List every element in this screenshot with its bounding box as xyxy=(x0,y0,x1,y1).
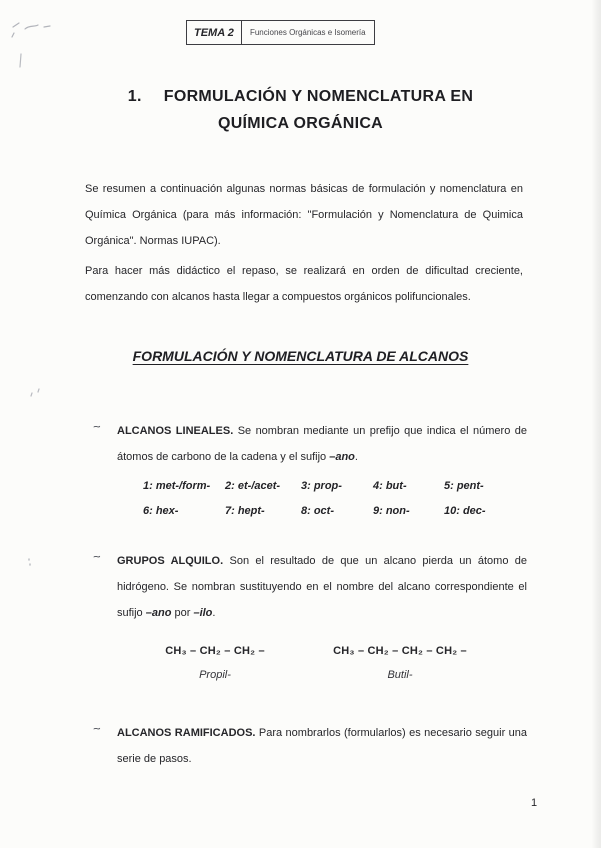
pencil-scribble xyxy=(17,52,25,70)
chemical-formula-propil: CH₃ – CH₂ – CH₂ – xyxy=(165,645,265,657)
prefix-cell: 2: et-/acet- xyxy=(225,480,281,492)
section-heading: FORMULACIÓN Y NOMENCLATURA DE ALCANOS xyxy=(132,348,469,364)
bullet-grupos-alquilo xyxy=(92,548,527,626)
alkyl-example-propil xyxy=(120,645,310,681)
page-title xyxy=(0,88,601,133)
prefix-row-2 xyxy=(143,499,514,524)
bullet-term: ALCANOS RAMIFICADOS. xyxy=(117,727,256,739)
bullet-body xyxy=(117,720,527,772)
suffix-ano: –ano xyxy=(329,451,355,463)
intro-paragraph-1: Se resumen a continuación algunas normas básicas de formulación y nomenclatura en Química Orgánica (para más información: "Formulación y Nomenclatura de Quimica Orgánica". Normas IUPAC). xyxy=(85,183,523,247)
bullet-marker: ~ xyxy=(92,418,102,435)
prefix-cell: 8: oct- xyxy=(301,505,334,517)
bullet-marker: ~ xyxy=(92,720,102,737)
bullet-body xyxy=(117,548,527,626)
prefix-cell: 1: met-/form- xyxy=(143,480,211,492)
alkyl-name-propil: Propil- xyxy=(199,669,231,681)
bullet-text: Son el resultado de que un alcano pierda un átomo de hidrógeno. Se nombran sustituyendo en el nombre del alcano correspondiente el sufijo xyxy=(117,555,527,619)
prefix-cell: 10: dec- xyxy=(444,505,486,517)
pencil-scribble xyxy=(28,386,44,400)
prefix-row-1 xyxy=(143,474,514,499)
prefix-cell: 4: but- xyxy=(373,480,407,492)
page-title-line1 xyxy=(0,88,601,106)
title-number: 1. xyxy=(127,88,142,105)
bullet-text-mid: por xyxy=(171,607,194,619)
bullet-text-end: . xyxy=(354,451,358,463)
prefix-cell: 3: prop- xyxy=(301,480,342,492)
alkyl-name-butil: Butil- xyxy=(387,669,413,681)
pencil-scribble xyxy=(25,556,35,568)
chapter-header xyxy=(186,20,375,45)
suffix-ano: –ano xyxy=(145,607,172,619)
title-line2-text: QUÍMICA ORGÁNICA xyxy=(217,115,384,132)
prefix-cell: 9: non- xyxy=(373,505,410,517)
prefix-cell: 7: hept- xyxy=(225,505,265,517)
bullet-body xyxy=(117,418,527,470)
bullet-alcanos-ramificados xyxy=(92,720,527,772)
suffix-ilo: –ilo xyxy=(193,607,213,619)
page-number: 1 xyxy=(531,797,538,809)
prefix-cell: 5: pent- xyxy=(444,480,484,492)
chapter-title: Funciones Orgánicas e Isomería xyxy=(249,28,366,37)
bullet-term: GRUPOS ALQUILO. xyxy=(117,555,224,567)
bullet-alcanos-lineales xyxy=(92,418,527,470)
chapter-number: TEMA 2 xyxy=(187,21,242,44)
prefix-cell: 6: hex- xyxy=(143,505,179,517)
bullet-text: Para nombrarlos (formularlos) es necesario seguir una serie de pasos. xyxy=(117,727,527,765)
alkane-prefix-table xyxy=(143,474,514,524)
bullet-text-end: . xyxy=(212,607,216,619)
bullet-marker: ~ xyxy=(92,548,102,565)
bullet-text: Se nombran mediante un prefijo que indica el número de átomos de carbono de la cadena y el sufijo xyxy=(117,425,527,463)
title-line1-text: FORMULACIÓN Y NOMENCLATURA EN xyxy=(163,88,474,105)
pencil-scribble xyxy=(10,20,52,42)
chemical-formula-butil: CH₃ – CH₂ – CH₂ – CH₂ – xyxy=(333,645,467,657)
bullet-term: ALCANOS LINEALES. xyxy=(117,425,234,437)
alkyl-example-butil xyxy=(300,645,500,681)
intro-paragraph-2: Para hacer más didáctico el repaso, se realizará en orden de dificultad creciente, comenzando con alcanos hasta llegar a compuestos orgánicos polifuncionales. xyxy=(85,265,523,303)
